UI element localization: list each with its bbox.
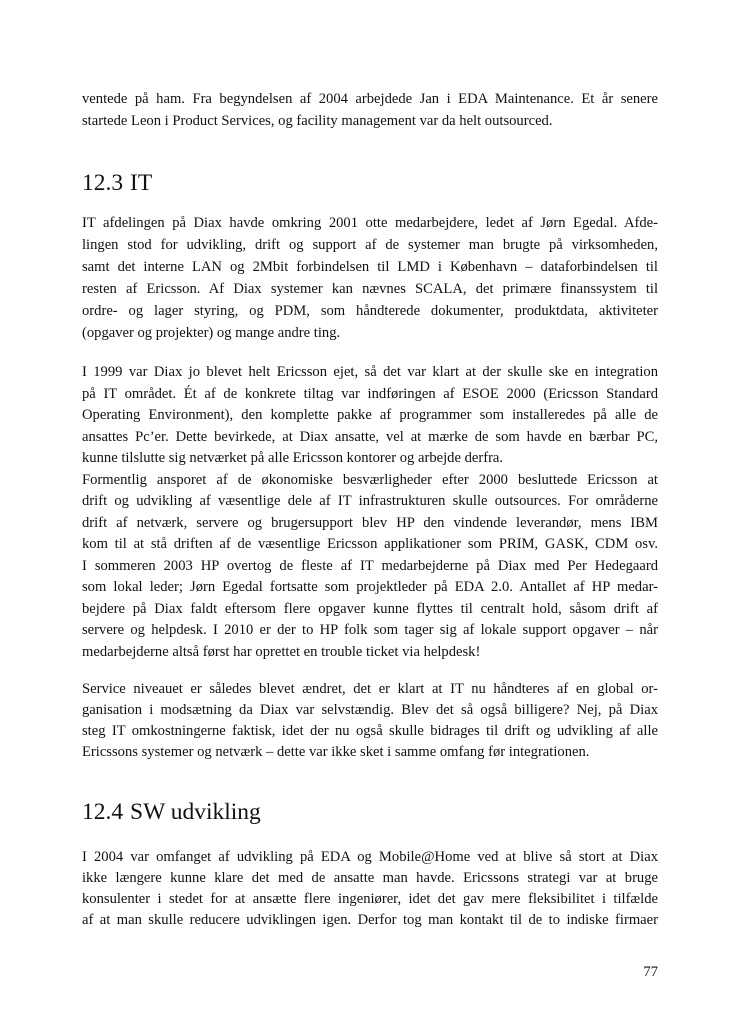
text-line: Formentlig ansporet af de økonomiske besværligheder efter 2000 besluttede Ericsson at [82,472,658,488]
text-line: I sommeren 2003 HP overtog de fleste af IT medarbejderne på Diax med Per Hedegaard [82,558,658,574]
text-line: ansattes Pc’er. Dette bevirkede, at Diax ansatte, vel at mærke de som havde en bærbar PC, [82,429,658,445]
text-line: I 2004 var omfanget af udvikling på EDA og Mobile@Home ved at blive så stort at Diax [82,849,658,865]
section-number: 12.3 [82,170,124,196]
text-line: startede Leon i Product Services, og facility management var da helt outsourced. [82,113,553,129]
section-title: IT [130,170,153,196]
text-line: konsulenter i stedet for at ansætte flere ingeniører, idet det gav mere fleksibilitet i tilfælde [82,891,658,907]
text-line: (opgaver og projekter) og mange andre ting. [82,325,341,341]
text-line: I 1999 var Diax jo blevet helt Ericsson ejet, så det var klart at der skulle ske en integration [82,364,658,380]
text-line: samt det interne LAN og 2Mbit forbindelsen til LMD i København – dataforbindelsen til [82,259,658,275]
text-line: ganisation i modsætning da Diax var selvstændig. Blev det så også billigere? Nej, på Diax [82,702,658,718]
text-line: lingen stod for udvikling, drift og support af de systemer man brugte på virksomheden, [82,237,658,253]
page-number: 77 [643,964,658,980]
text-line: kom til at stå driften af de væsentlige Ericsson applikationer som PRIM, GASK, CDM osv. [82,536,658,552]
text-line: Operating Environment), den komplette pakke af programmer som installeredes på alle de [82,407,658,423]
text-line: Service niveauet er således blevet ændret, det er klart at IT nu håndteres af en global or- [82,681,658,697]
section-number: 12.4 [82,799,124,825]
text-line: resten af Ericsson. Af Diax systemer kan nævnes SCALA, det primære finanssystem til [82,281,658,297]
text-line: kunne tilslutte sig netværket på alle Ericsson kontorer og arbejde derfra. [82,450,504,466]
text-line: IT afdelingen på Diax havde omkring 2001 otte medarbejdere, ledet af Jørn Egedal. Afde- [82,215,658,231]
text-line: steg IT omkostningerne faktisk, idet der nu også skulle bidrages til drift og udvikling af alle [82,723,658,739]
text-line: ordre- og lager styring, og PDM, som håndterede dokumenter, produktdata, aktiviteter [82,303,658,319]
text-line: som lokal leder; Jørn Egedal fortsatte som projektleder på EDA 2.0. Antallet af HP medar- [82,579,658,595]
text-line: ikke længere kunne klare det med de ansatte man havde. Ericssons strategi var at bruge [82,870,658,886]
text-line: ventede på ham. Fra begyndelsen af 2004 arbejdede Jan i EDA Maintenance. Et år senere [82,91,658,107]
text-line: bejdere på Diax faldt eftersom flere opgaver kunne flyttes til centralt hold, såsom drift af [82,601,658,617]
text-line: af at man skulle reducere udviklingen igen. Derfor tog man kontakt til de to indiske firmaer [82,912,658,928]
text-line: servere og helpdesk. I 2010 er der to HP folk som tager sig af lokale support opgaver – når [82,622,658,638]
text-line: medarbejderne altså først har oprettet en trouble ticket via helpdesk! [82,644,481,660]
text-line: drift og udvikling af væsentlige dele af IT infrastrukturen skulle outsources. For områderne [82,493,658,509]
section-title: SW udvikling [130,799,261,825]
text-line: på IT området. Ét af de konkrete tiltag var indføringen af ESOE 2000 (Ericsson Standard [82,386,658,402]
text-line: Ericssons systemer og netværk – dette var ikke sket i samme omfang før integrationen. [82,744,590,760]
text-line: drift af netværk, servere og brugersupport blev HP den vindende leverandør, mens IBM [82,515,658,531]
section-heading-it [82,168,152,198]
section-heading-sw [82,797,261,827]
